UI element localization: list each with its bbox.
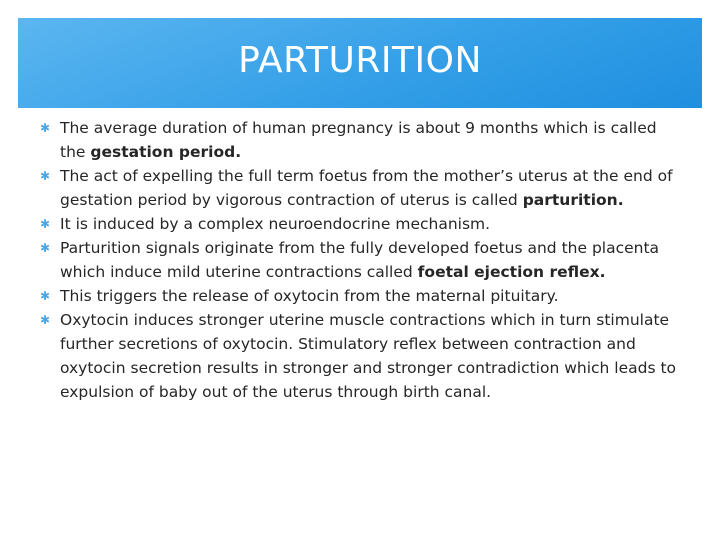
bullet-item-4	[40, 236, 686, 284]
bullet-text: Parturition signals originate from the fully developed foetus and the placenta which induce mild uterine contractions called	[60, 239, 660, 281]
asterisk-bullet-icon: ✱	[40, 313, 51, 327]
asterisk-bullet-icon: ✱	[40, 217, 51, 231]
asterisk-bullet-icon: ✱	[40, 241, 51, 255]
bullet-text: This triggers the release of oxytocin from the maternal pituitary.	[60, 287, 559, 305]
bullet-item-3	[40, 212, 686, 236]
bullet-text: Oxytocin induces stronger uterine muscle contractions which in turn stimulate further secretions of oxytocin. Stimulatory reflex between contraction and oxytocin secretion results in stronger and stronger contradiction which leads to expulsion of baby out of the uterus through birth canal.	[60, 311, 677, 401]
asterisk-bullet-icon: ✱	[40, 289, 51, 303]
asterisk-bullet-icon: ✱	[40, 169, 51, 183]
bullet-text: It is induced by a complex neuroendocrine mechanism.	[60, 215, 491, 233]
bullet-text: The act of expelling the full term foetus from the mother’s uterus at the end of gestation period by vigorous contraction of uterus is called	[60, 167, 673, 209]
asterisk-bullet-icon: ✱	[40, 121, 51, 135]
bullet-bold-term: gestation period.	[90, 143, 242, 161]
slide-title: PARTURITION	[238, 40, 482, 81]
bullet-text: The average duration of human pregnancy is about 9 months which is called the	[60, 119, 657, 161]
bullet-item-1	[40, 116, 686, 164]
bullet-bold-term: foetal ejection reflex.	[417, 263, 606, 281]
bullet-list	[40, 116, 686, 404]
bullet-item-2	[40, 164, 686, 212]
bullet-bold-term: parturition.	[522, 191, 624, 209]
bullet-item-5	[40, 284, 686, 308]
title-banner	[18, 18, 702, 108]
bullet-item-6	[40, 308, 686, 404]
